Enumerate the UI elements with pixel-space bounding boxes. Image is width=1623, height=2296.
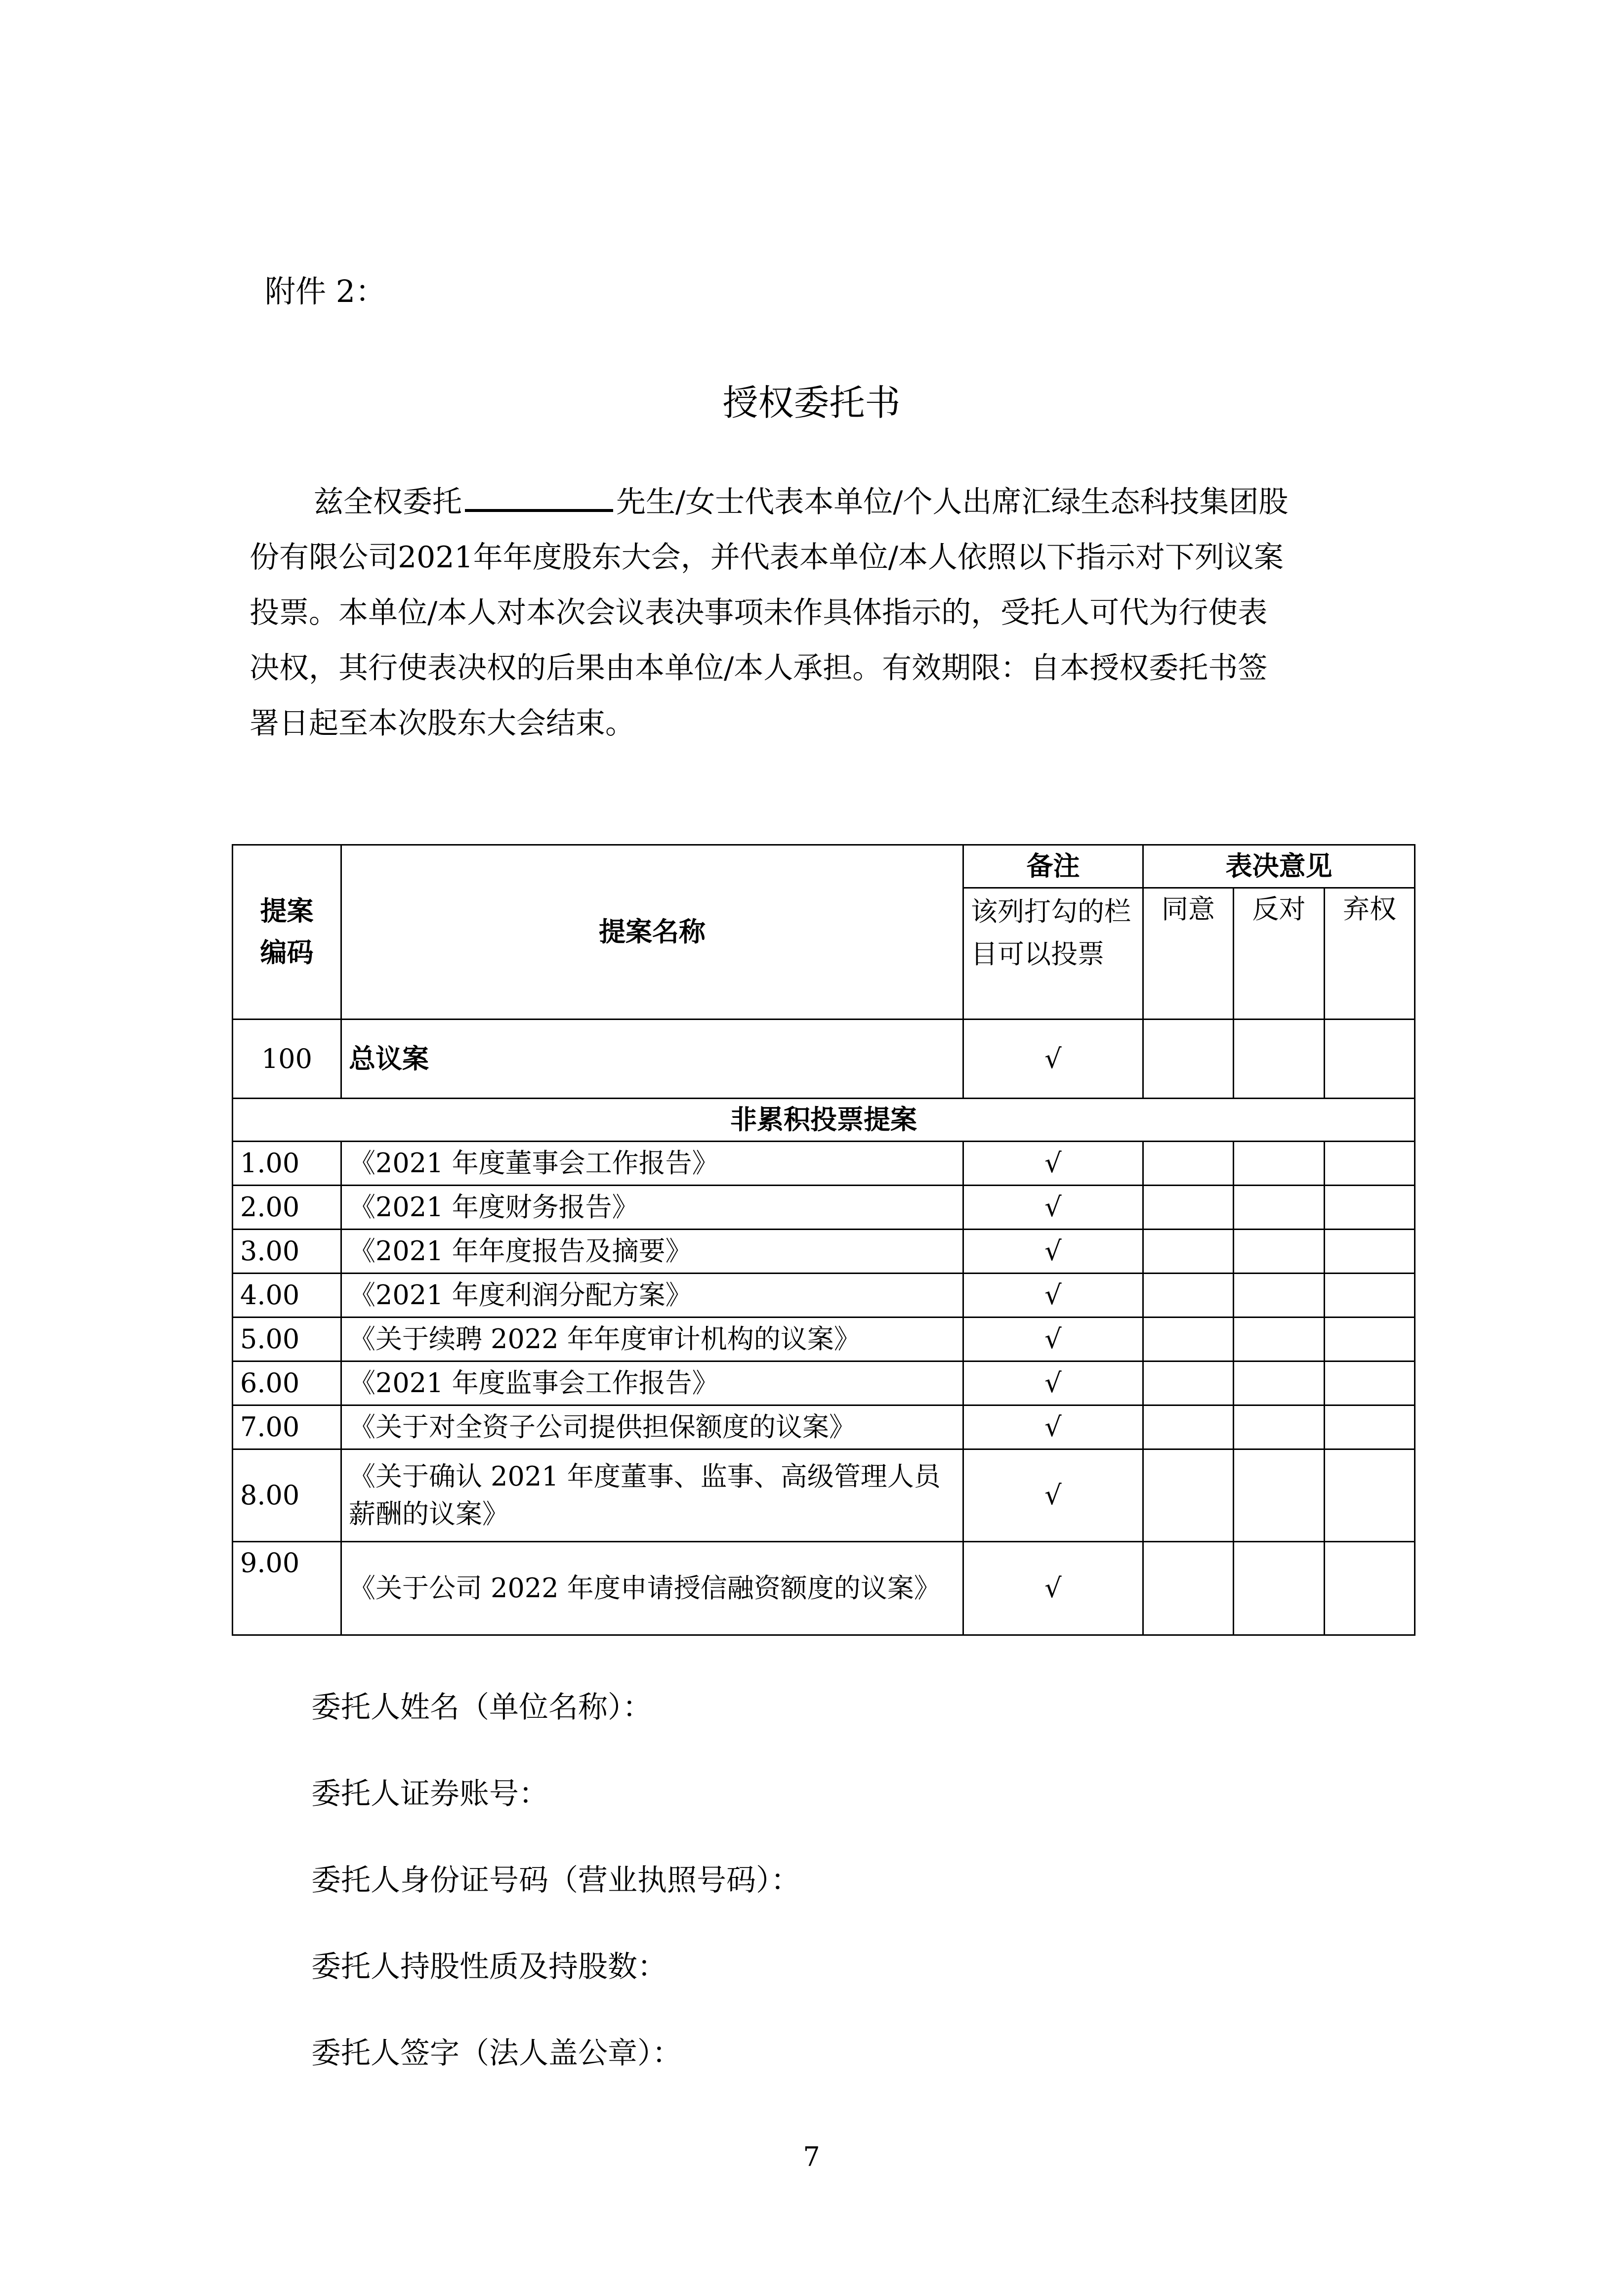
signature-field-account: 委托人证券账号： bbox=[311, 1777, 548, 1811]
oppose-cell[interactable] bbox=[1234, 1230, 1325, 1274]
abstain-cell[interactable] bbox=[1325, 1449, 1415, 1542]
total-proposal-code: 100 bbox=[233, 1020, 341, 1099]
header-code-text: 提案 编码 bbox=[260, 895, 314, 968]
agree-cell[interactable] bbox=[1143, 1230, 1234, 1274]
proposal-mark: √ bbox=[963, 1318, 1143, 1361]
signature-field-shareholding: 委托人持股性质及持股数： bbox=[311, 1950, 667, 1984]
proposal-name: 《关于对全资子公司提供担保额度的议案》 bbox=[341, 1405, 963, 1449]
header-oppose: 反对 bbox=[1234, 888, 1325, 1020]
proposal-mark: √ bbox=[963, 1142, 1143, 1186]
proposal-mark: √ bbox=[963, 1274, 1143, 1318]
table-row bbox=[233, 1186, 1415, 1230]
oppose-cell[interactable] bbox=[1234, 1449, 1325, 1542]
signature-field-name: 委托人姓名（单位名称）： bbox=[311, 1690, 652, 1725]
table-row bbox=[233, 1230, 1415, 1274]
proposal-mark: √ bbox=[963, 1230, 1143, 1274]
abstain-cell[interactable] bbox=[1325, 1405, 1415, 1449]
abstain-cell[interactable] bbox=[1325, 1274, 1415, 1318]
abstain-cell[interactable] bbox=[1325, 1542, 1415, 1635]
proposal-code: 6.00 bbox=[233, 1361, 341, 1405]
header-proposal-code bbox=[233, 845, 341, 1020]
table-row bbox=[233, 1449, 1415, 1542]
oppose-cell[interactable] bbox=[1234, 1274, 1325, 1318]
proposal-mark: √ bbox=[963, 1449, 1143, 1542]
table-row bbox=[233, 1542, 1415, 1635]
proposal-code: 1.00 bbox=[233, 1142, 341, 1186]
proposal-mark: √ bbox=[963, 1186, 1143, 1230]
table-row bbox=[233, 1405, 1415, 1449]
abstain-cell[interactable] bbox=[1325, 1186, 1415, 1230]
intro-paragraph bbox=[250, 474, 1396, 751]
agree-cell[interactable] bbox=[1143, 1449, 1234, 1542]
remark-note-text: 该列打勾的栏目可以投票 bbox=[971, 896, 1131, 970]
agree-cell[interactable] bbox=[1143, 1405, 1234, 1449]
proposal-name: 《2021 年度董事会工作报告》 bbox=[341, 1142, 963, 1186]
trustee-name-blank[interactable] bbox=[465, 483, 613, 512]
proposal-name: 《关于确认 2021 年度董事、监事、高级管理人员薪酬的议案》 bbox=[341, 1449, 963, 1542]
oppose-cell[interactable] bbox=[1234, 1405, 1325, 1449]
intro-line-1 bbox=[250, 474, 1396, 530]
proposal-code: 8.00 bbox=[233, 1449, 341, 1542]
total-proposal-name: 总议案 bbox=[341, 1020, 963, 1099]
intro-line-5: 署日起至本次股东大会结束。 bbox=[250, 706, 635, 741]
oppose-cell[interactable] bbox=[1234, 1142, 1325, 1186]
oppose-cell[interactable] bbox=[1234, 1542, 1325, 1635]
proposal-name: 《2021 年年度报告及摘要》 bbox=[341, 1230, 963, 1274]
section-title: 非累积投票提案 bbox=[233, 1099, 1415, 1142]
intro-text-before-blank: 兹全权委托 bbox=[314, 485, 462, 519]
abstain-cell[interactable] bbox=[1325, 1361, 1415, 1405]
proposal-name: 《关于公司 2022 年度申请授信融资额度的议案》 bbox=[341, 1542, 963, 1635]
table-row bbox=[233, 1318, 1415, 1361]
total-agree-cell[interactable] bbox=[1143, 1020, 1234, 1099]
signature-field-id-number: 委托人身份证号码（营业执照号码）： bbox=[311, 1863, 800, 1898]
agree-cell[interactable] bbox=[1143, 1186, 1234, 1230]
agree-cell[interactable] bbox=[1143, 1318, 1234, 1361]
table-row bbox=[233, 1361, 1415, 1405]
agree-cell[interactable] bbox=[1143, 1142, 1234, 1186]
proposal-name: 《2021 年度利润分配方案》 bbox=[341, 1274, 963, 1318]
header-remark: 备注 bbox=[963, 845, 1143, 888]
proposal-name: 《2021 年度财务报告》 bbox=[341, 1186, 963, 1230]
proposal-name: 《关于续聘 2022 年年度审计机构的议案》 bbox=[341, 1318, 963, 1361]
intro-line-2: 份有限公司2021年年度股东大会，并代表本单位/本人依照以下指示对下列议案 bbox=[250, 540, 1284, 575]
intro-line-4: 决权，其行使表决权的后果由本单位/本人承担。有效期限：自本授权委托书签 bbox=[250, 651, 1268, 685]
agree-cell[interactable] bbox=[1143, 1274, 1234, 1318]
abstain-cell[interactable] bbox=[1325, 1142, 1415, 1186]
oppose-cell[interactable] bbox=[1234, 1186, 1325, 1230]
header-proposal-name: 提案名称 bbox=[341, 845, 963, 1020]
total-oppose-cell[interactable] bbox=[1234, 1020, 1325, 1099]
proposal-code: 2.00 bbox=[233, 1186, 341, 1230]
proposal-code: 7.00 bbox=[233, 1405, 341, 1449]
document-title: 授权委托书 bbox=[722, 382, 901, 424]
abstain-cell[interactable] bbox=[1325, 1318, 1415, 1361]
page-number: 7 bbox=[803, 2141, 820, 2172]
voting-table bbox=[232, 844, 1415, 1636]
proposal-mark: √ bbox=[963, 1361, 1143, 1405]
proposal-code: 9.00 bbox=[233, 1542, 341, 1635]
agree-cell[interactable] bbox=[1143, 1361, 1234, 1405]
proposal-mark: √ bbox=[963, 1405, 1143, 1449]
agree-cell[interactable] bbox=[1143, 1542, 1234, 1635]
oppose-cell[interactable] bbox=[1234, 1318, 1325, 1361]
oppose-cell[interactable] bbox=[1234, 1361, 1325, 1405]
total-abstain-cell[interactable] bbox=[1325, 1020, 1415, 1099]
abstain-cell[interactable] bbox=[1325, 1230, 1415, 1274]
attachment-label: 附件 2： bbox=[265, 273, 386, 309]
header-remark-note bbox=[963, 888, 1143, 1020]
proposal-code: 5.00 bbox=[233, 1318, 341, 1361]
signature-field-signature: 委托人签字（法人盖公章）： bbox=[311, 2036, 682, 2071]
proposal-name: 《2021 年度监事会工作报告》 bbox=[341, 1361, 963, 1405]
table-row bbox=[233, 1274, 1415, 1318]
proposal-code: 3.00 bbox=[233, 1230, 341, 1274]
header-agree: 同意 bbox=[1143, 888, 1234, 1020]
header-voting-opinion: 表决意见 bbox=[1143, 845, 1415, 888]
table-row bbox=[233, 1142, 1415, 1186]
intro-text-after-blank: 先生/女士代表本单位/个人出席汇绿生态科技集团股 bbox=[616, 485, 1289, 519]
intro-line-3: 投票。本单位/本人对本次会议表决事项未作具体指示的，受托人可代为行使表 bbox=[250, 595, 1268, 630]
proposal-code: 4.00 bbox=[233, 1274, 341, 1318]
header-abstain: 弃权 bbox=[1325, 888, 1415, 1020]
proposal-mark: √ bbox=[963, 1542, 1143, 1635]
total-proposal-mark: √ bbox=[963, 1020, 1143, 1099]
